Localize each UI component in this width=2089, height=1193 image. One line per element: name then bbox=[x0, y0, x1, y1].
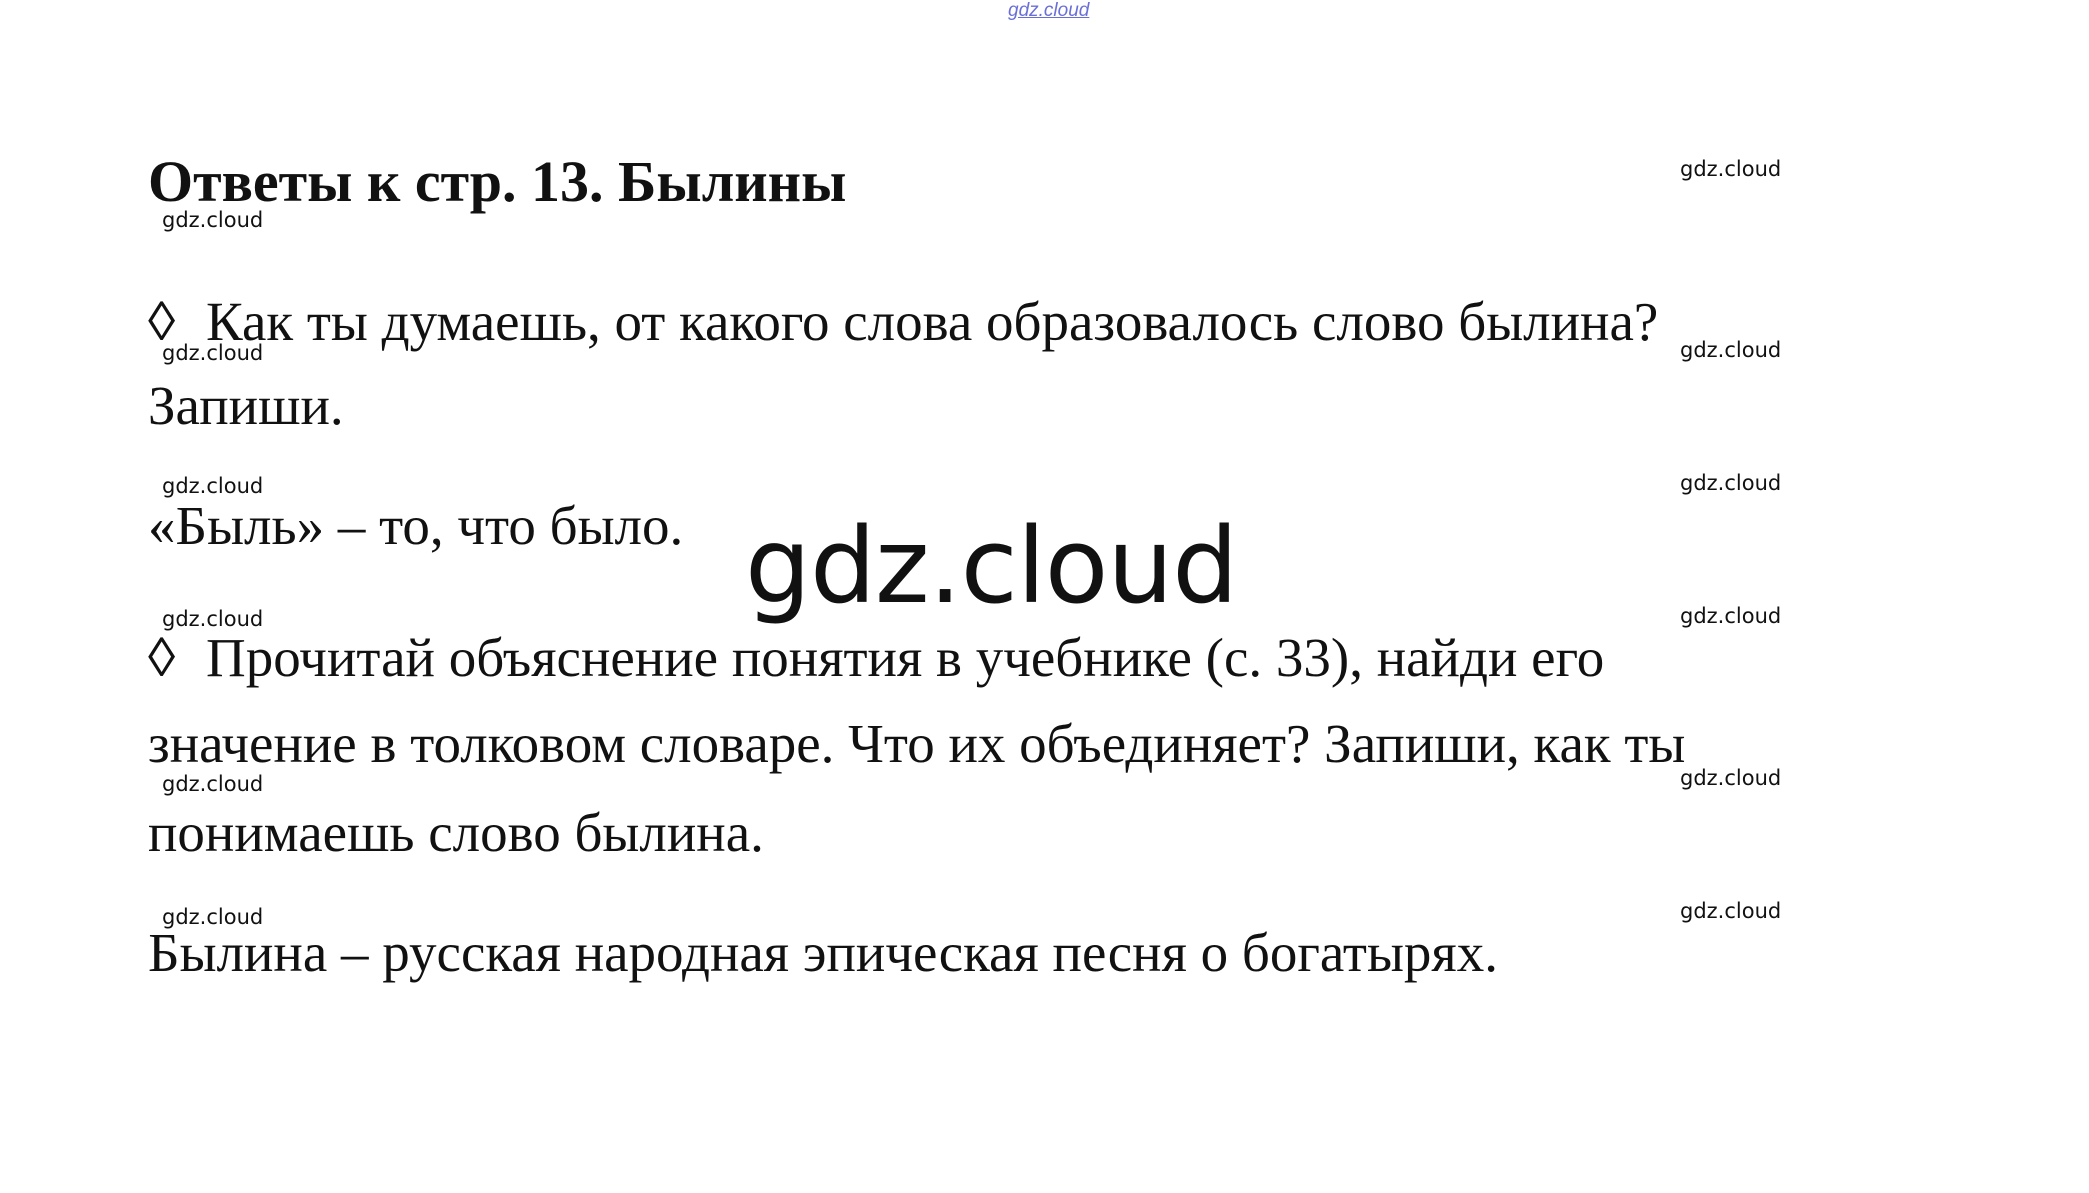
watermark: gdz.cloud bbox=[1680, 157, 1782, 181]
watermark: gdz.cloud bbox=[1680, 604, 1782, 628]
watermark: gdz.cloud bbox=[162, 905, 264, 929]
watermark: gdz.cloud bbox=[162, 607, 264, 631]
question-1-text-1: Как ты думаешь, от какого слова образовалось слово былина? bbox=[206, 291, 1659, 352]
watermark: gdz.cloud bbox=[1680, 899, 1782, 923]
answer-1: «Быль» – то, что было. bbox=[148, 495, 684, 556]
watermark: gdz.cloud bbox=[1680, 471, 1782, 495]
page-title: Ответы к стр. 13. Былины bbox=[148, 149, 847, 214]
big-watermark: gdz.cloud bbox=[745, 505, 1238, 627]
watermark: gdz.cloud bbox=[162, 772, 264, 796]
watermark: gdz.cloud bbox=[1680, 766, 1782, 790]
answer-2: Былина – русская народная эпическая песня о богатырях. bbox=[148, 922, 1498, 983]
question-2-bullet: ◊ bbox=[148, 627, 176, 688]
watermark: gdz.cloud bbox=[1680, 338, 1782, 362]
question-2-line-2: значение в толковом словаре. Что их объединяет? Запиши, как ты bbox=[148, 713, 1686, 774]
question-2-line-3: понимаешь слово былина. bbox=[148, 802, 764, 863]
top-site-link[interactable]: gdz.cloud bbox=[1008, 0, 1090, 21]
question-1-line-2: Запиши. bbox=[148, 375, 344, 436]
question-1-line-1 bbox=[148, 292, 1658, 353]
question-2-text-1: Прочитай объяснение понятия в учебнике (с. 33), найди его bbox=[206, 627, 1605, 688]
question-2-line-1 bbox=[148, 628, 1604, 689]
watermark: gdz.cloud bbox=[162, 208, 264, 232]
watermark: gdz.cloud bbox=[162, 474, 264, 498]
watermark: gdz.cloud bbox=[162, 341, 264, 365]
question-1-bullet: ◊ bbox=[148, 291, 176, 352]
